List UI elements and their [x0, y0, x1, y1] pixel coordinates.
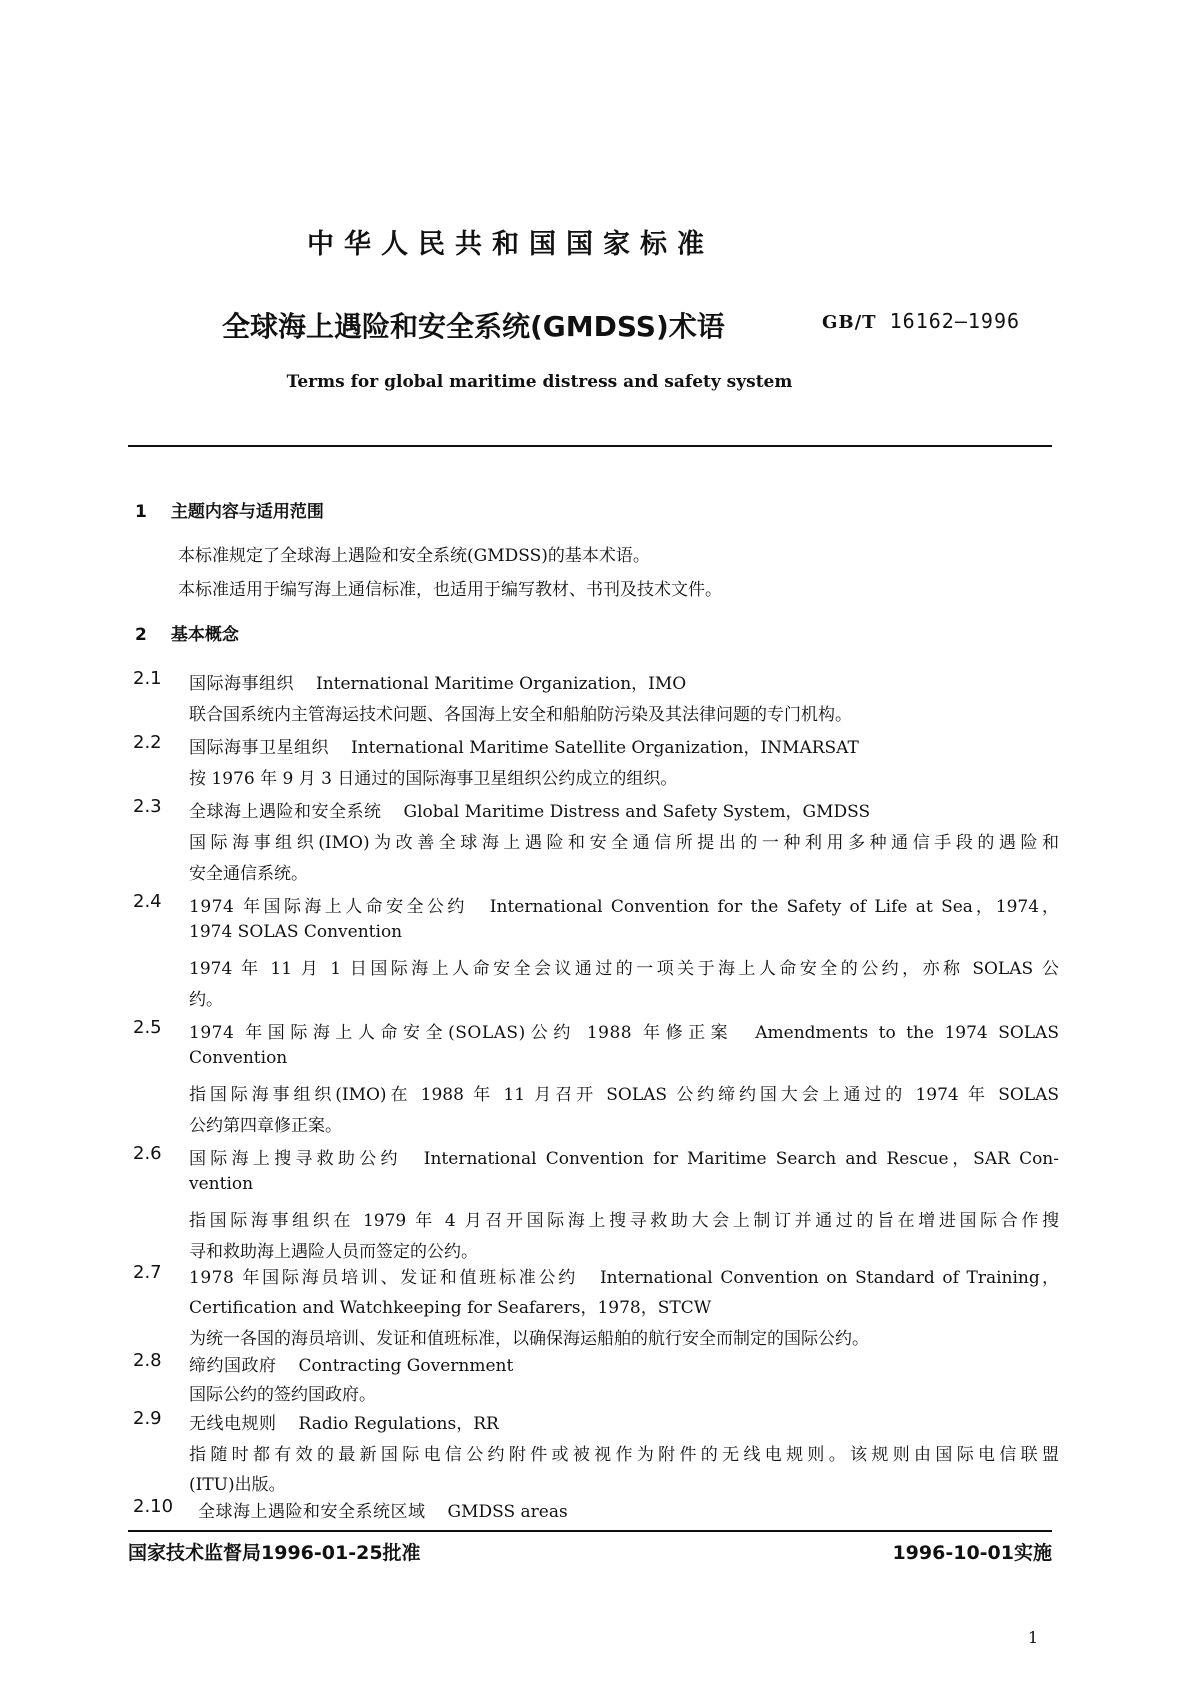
top-divider: [128, 445, 1052, 447]
entry-term-continued: vention: [189, 1174, 254, 1194]
entry-term: [189, 1018, 1059, 1043]
entry-term: [189, 1263, 1059, 1288]
standard-code: 16162—1996: [889, 309, 1021, 333]
entry-term: [189, 892, 1059, 917]
term-en: International Convention for the Safety of Life at Sea，1974，: [489, 897, 1059, 917]
entry-definition: 指随时都有效的最新国际电信公约附件或被视作为附件的无线电规则。该规则由国际电信联盟: [189, 1445, 1059, 1465]
entry-term: [198, 1497, 1068, 1522]
entry-definition: 国际公约的签约国政府。: [189, 1385, 376, 1405]
term-en: Global Maritime Distress and Safety System，GMDSS: [403, 802, 871, 822]
entry-number: 2.9: [133, 1408, 162, 1429]
term-cn: 缔约国政府: [189, 1356, 277, 1376]
term-cn: 全球海上遇险和安全系统: [189, 802, 382, 822]
section-title: 主题内容与适用范围: [170, 502, 324, 522]
term-en: International Maritime Organization，IMO: [316, 674, 687, 694]
term-en: Contracting Government: [298, 1356, 514, 1376]
term-cn: 无线电规则: [189, 1414, 277, 1434]
entry-definition: 指国际海事组织(IMO)在 1988 年 11 月召开 SOLAS 公约缔约国大会上通过的 1974 年 SOLAS: [189, 1085, 1059, 1105]
term-cn: 1974 年国际海上人命安全(SOLAS)公约 1988 年修正案: [189, 1023, 734, 1043]
entry-definition: 指国际海事组织在 1979 年 4 月召开国际海上搜寻救助大会上制订并通过的旨在增进国际合作搜: [189, 1211, 1059, 1231]
entry-number: 2.5: [133, 1017, 162, 1038]
country-standard-heading: 中华人民共和国国家标准: [307, 229, 714, 260]
term-cn: 全球海上遇险和安全系统区域: [198, 1502, 426, 1522]
entry-term-continued: 1974 SOLAS Convention: [189, 922, 403, 942]
entry-term-continued: Convention: [189, 1048, 288, 1068]
entry-definition: (ITU)出版。: [189, 1475, 286, 1495]
document-title-cn: 全球海上遇险和安全系统(GMDSS)术语: [222, 310, 725, 343]
entry-number: 2.8: [133, 1350, 162, 1371]
term-cn: 国际海事卫星组织: [189, 738, 329, 758]
entry-definition: 约。: [189, 990, 223, 1010]
term-en: International Convention on Standard of Training，: [599, 1268, 1059, 1288]
section-title: 基本概念: [170, 625, 239, 645]
entry-definition: 公约第四章修正案。: [189, 1116, 342, 1136]
section-1-paragraph: 本标准适用于编写海上通信标准，也适用于编写教材、书刊及技术文件。: [178, 580, 722, 600]
entry-term: [189, 1144, 1059, 1169]
entry-definition: 按 1976 年 9 月 3 日通过的国际海事卫星组织公约成立的组织。: [189, 769, 678, 789]
term-en: International Convention for Maritime Search and Rescue，SAR Con-: [423, 1149, 1060, 1169]
term-cn: 国际海上搜寻救助公约: [189, 1149, 402, 1169]
term-cn: 1978 年国际海员培训、发证和值班标准公约: [189, 1268, 578, 1288]
entry-definition: 寻和救助海上遇险人员而签定的公约。: [189, 1242, 478, 1262]
entry-definition: 国际海事组织(IMO)为改善全球海上遇险和安全通信所提出的一种利用多种通信手段的遇险和: [189, 833, 1059, 853]
entry-number: 2.7: [133, 1262, 162, 1283]
entry-number: 2.6: [133, 1143, 162, 1164]
entry-term: [189, 733, 1059, 758]
section-number: 2: [135, 625, 147, 645]
term-cn: 1974 年国际海上人命安全公约: [189, 897, 468, 917]
approval-statement: 国家技术监督局1996-01-25批准: [128, 1542, 421, 1564]
implementation-date: 1996-10-01实施: [892, 1542, 1052, 1564]
entry-number: 2.4: [133, 891, 162, 912]
entry-term: [189, 797, 1059, 822]
entry-definition: 1974 年 11 月 1 日国际海上人命安全会议通过的一项关于海上人命安全的公约，亦称 SOLAS 公: [189, 959, 1059, 979]
term-en: GMDSS areas: [447, 1502, 568, 1522]
term-en: International Maritime Satellite Organization，INMARSAT: [351, 738, 859, 758]
entry-definition: 联合国系统内主管海运技术问题、各国海上安全和船舶防污染及其法律问题的专门机构。: [189, 705, 852, 725]
standard-number: [822, 309, 1020, 333]
term-cn: 国际海事组织: [189, 674, 294, 694]
section-number: 1: [135, 502, 147, 522]
standard-prefix: GB/T: [822, 312, 877, 333]
entry-definition: 为统一各国的海员培训、发证和值班标准，以确保海运船舶的航行安全而制定的国际公约。: [189, 1329, 869, 1349]
entry-term: [189, 669, 1059, 694]
entry-number: 2.1: [133, 668, 162, 689]
page-number: 1: [1028, 1628, 1039, 1647]
term-en: Radio Regulations，RR: [298, 1414, 499, 1434]
bottom-divider: [128, 1530, 1052, 1532]
section-2-heading: [135, 620, 239, 645]
document-title-en: Terms for global maritime distress and safety system: [286, 372, 793, 392]
entry-number: 2.10: [133, 1496, 174, 1517]
entry-number: 2.2: [133, 732, 162, 753]
entry-definition: 安全通信系统。: [189, 864, 308, 884]
section-1-heading: [135, 497, 324, 522]
entry-number: 2.3: [133, 796, 162, 817]
entry-term: [189, 1409, 1059, 1434]
section-1-paragraph: 本标准规定了全球海上遇险和安全系统(GMDSS)的基本术语。: [178, 546, 650, 566]
entry-term-continued: Certification and Watchkeeping for Seafarers，1978，STCW: [189, 1298, 712, 1318]
entry-term: [189, 1351, 1059, 1376]
term-en: Amendments to the 1974 SOLAS: [755, 1023, 1059, 1043]
